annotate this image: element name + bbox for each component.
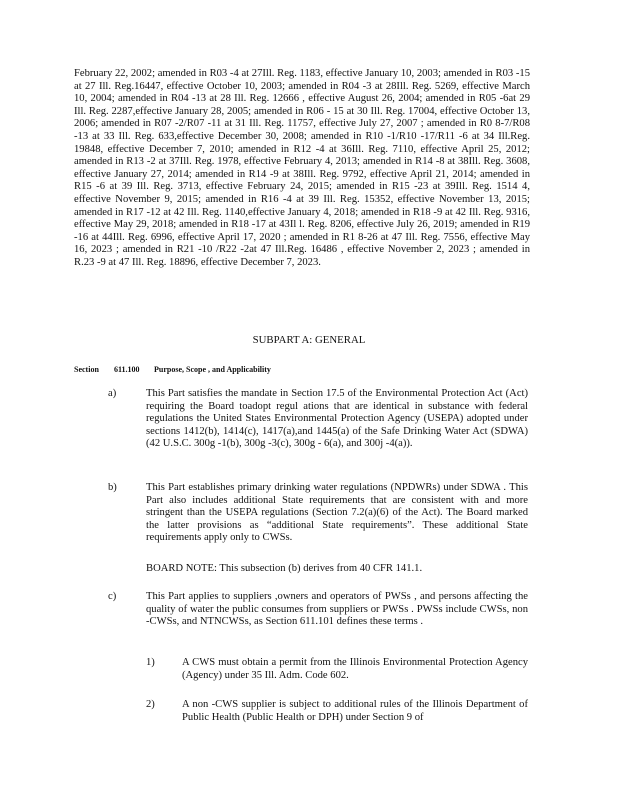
- section-label: Section: [74, 365, 99, 374]
- section-number: 611.100: [114, 365, 140, 374]
- subsection-label: a): [108, 388, 117, 399]
- subitem-text: A non -CWS supplier is subject to additional rules of the Illinois Department of Public Health (Public Health or DPH) under Section 9 of: [182, 699, 528, 723]
- subsection-text: This Part establishes primary drinking water regulations (NPDWRs) under SDWA . This Part also includes additional State requirements that are consistent with and more stringent than the USEPA regulations (Section 7.2(a)(6) of the Act). The Board marked the latter provisions as “additional State requirements”. These additional State requirements apply only to CWSs.: [146, 482, 528, 544]
- section-title: Purpose, Scope , and Applicability: [154, 365, 271, 374]
- subsection-b: [108, 482, 528, 545]
- history-paragraph: February 22, 2002; amended in R03 -4 at 27Ill. Reg. 1183, effective January 10, 2003; amended in R03 -15 at 27 Ill. Reg.16447, effective October 10, 2003; amended in R04 -3 at 28Ill. Reg. 5269, effective March 10, 2004; amended in R04 -13 at 28 Ill. Reg. 12666 , effective August 26, 2004; amended in R05 -6at 29 Ill. Reg. 2287,effective January 28, 2005; amended in R06 - 15 at 30 Ill. Reg. 17004, effective October 13, 2006; amended in R07 -2/R07 -11 at 31 Ill. Reg. 11757, effective July 27, 2007 ; amended in R0 8-7/R08 -13 at 33 Ill. Reg. 633,effective December 30, 2008; amended in R10 -1/R10 -17/R11 -6 at 34 Ill.Reg. 19848, effective December 7, 2010; amended in R12 -4 at 36Ill. Reg. 7110, effective April 25, 2012; amended in R13 -2 at 37Ill. Reg. 1978, effective February 4, 2013; amended in R14 -8 at 38Ill. Reg. 3608, effective January 27, 2014; amended in R14 -9 at 38Ill. Reg. 9792, effective April 21, 2014; amended in R15 -6 at 39 Ill. Reg. 3713, effective February 24, 2015; amended in R15 -23 at 39Ill. Reg. 1514 4, effective November 9, 2015; amended in R16 -4 at 39 Ill. Reg. 15352, effective November 13, 2015; amended in R17 -12 at 42 Ill. Reg. 1140,effective January 4, 2018; amended in R18 -9 at 42 Ill. Reg. 9316, effective May 29, 2018; amended in R18 -17 at 43Il l. Reg. 8206, effective July 26, 2019; amended in R19 -16 at 44Ill. Reg. 6996, effective April 17, 2020 ; amended in R1 8-26 at 47 Ill. Reg. 7556, effective May 16, 2023 ; amended in R21 -10 /R22 -2at 47 Ill.Reg. 16486 , effective November 2, 2023 ; amended in R.23 -9 at 47 Ill. Reg. 18896, effective December 7, 2023.: [74, 68, 530, 268]
- section-heading: [74, 364, 271, 377]
- subsection-text: This Part applies to suppliers ,owners and operators of PWSs , and persons affecting the quality of water the public consumes from suppliers or PWSs . PWSs include CWSs, non -CWSs, and NTNCWSs, as Section 611.101 defines these terms .: [146, 591, 528, 628]
- board-note: BOARD NOTE: This subsection (b) derives from 40 CFR 141.1.: [146, 563, 423, 574]
- subsection-a: [108, 388, 528, 451]
- subitem-2: [146, 699, 528, 724]
- subsection-text: This Part satisfies the mandate in Section 17.5 of the Environmental Protection Act (Act) requiring the Board toadopt regul ations that are identical in substance with federal regulations the United States Environmental Protection Agency (USEPA) adopted under sections 1412(b), 1414(c), 1417(a),and 1445(a) of the Safe Drinking Water Act (SDWA) (42 U.S.C. 300g -1(b), 300g -3(c), 300g - 6(a), and 300j -4(a)).: [146, 388, 528, 450]
- subpart-heading: SUBPART A: GENERAL: [252, 334, 366, 346]
- subitem-label: 1): [146, 657, 155, 668]
- subitem-1: [146, 657, 528, 682]
- subsection-c: [108, 591, 528, 629]
- subitem-text: A CWS must obtain a permit from the Illinois Environmental Protection Agency (Agency) under 35 Ill. Adm. Code 602.: [182, 657, 528, 681]
- subitem-label: 2): [146, 699, 155, 710]
- subsection-label: c): [108, 591, 117, 602]
- subsection-label: b): [108, 482, 117, 493]
